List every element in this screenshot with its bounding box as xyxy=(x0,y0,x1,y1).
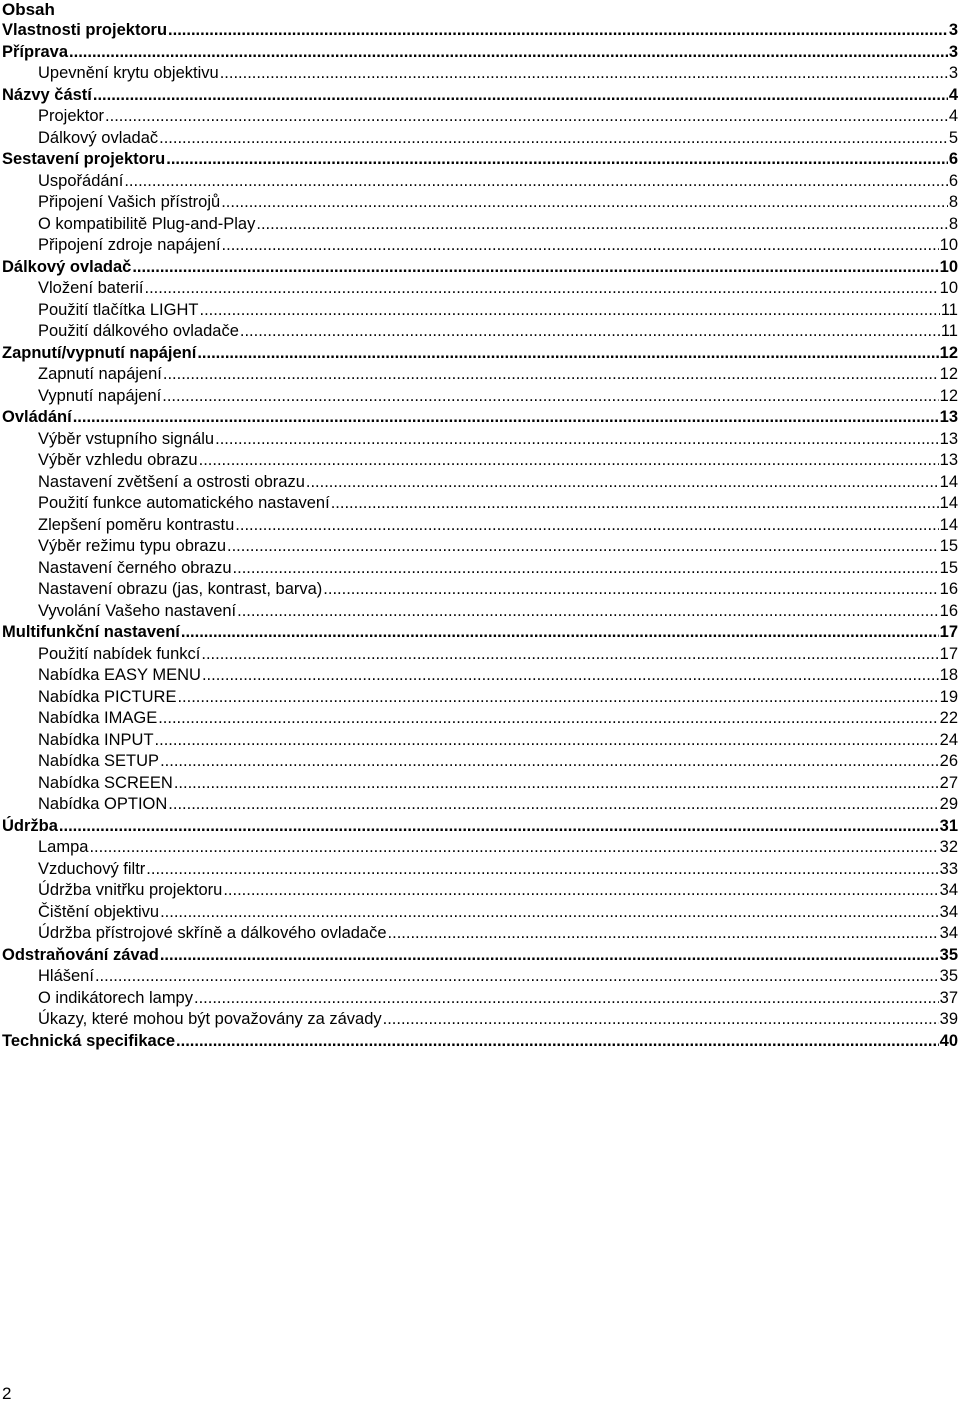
toc-leader-dots xyxy=(233,558,939,580)
toc-entry-label: Čištění objektivu xyxy=(38,902,160,921)
toc-entry-label: Vyvolání Vašeho nastavení xyxy=(38,601,237,620)
toc-entry[interactable] xyxy=(0,235,958,257)
toc-entry-page: 17 xyxy=(939,623,958,641)
toc-entry-page: 15 xyxy=(939,537,958,555)
toc-entry-page: 32 xyxy=(939,838,958,856)
toc-leader-dots xyxy=(220,63,948,85)
toc-leader-dots xyxy=(158,708,938,730)
toc-entry-label: Výběr vzhledu obrazu xyxy=(38,451,198,469)
toc-entry[interactable] xyxy=(0,880,958,902)
toc-entry[interactable] xyxy=(0,493,958,515)
toc-leader-dots xyxy=(69,42,948,64)
toc-entry[interactable] xyxy=(0,63,958,85)
toc-leader-dots xyxy=(202,665,939,687)
toc-entry-page: 27 xyxy=(939,773,958,792)
toc-leader-dots xyxy=(240,321,940,343)
toc-entry[interactable] xyxy=(0,837,958,859)
toc-leader-dots xyxy=(95,966,939,988)
toc-entry[interactable] xyxy=(0,923,958,945)
toc-entry[interactable] xyxy=(0,450,958,472)
toc-entry[interactable] xyxy=(0,622,958,644)
toc-entry-label: Údržba xyxy=(2,816,58,835)
toc-entry-page: 6 xyxy=(948,171,958,190)
toc-entry[interactable] xyxy=(0,687,958,709)
toc-entry-label: Zlepšení poměru kontrastu xyxy=(38,515,235,534)
toc-entry[interactable] xyxy=(0,407,958,429)
toc-entry-label: Nabídka SCREEN xyxy=(38,773,173,792)
toc-leader-dots xyxy=(176,1031,939,1053)
toc-entry-label: Nastavení zvětšení a ostrosti obrazu xyxy=(38,472,305,491)
toc-entry[interactable] xyxy=(0,665,958,687)
toc-entry[interactable] xyxy=(0,579,958,601)
toc-leader-dots xyxy=(160,902,939,924)
toc-entry[interactable] xyxy=(0,816,958,838)
toc-entry-page: 3 xyxy=(948,21,958,39)
toc-leader-dots xyxy=(388,923,939,945)
toc-leader-dots xyxy=(146,859,938,881)
toc-entry-page: 5 xyxy=(948,128,958,147)
toc-entry-label: Nabídka SETUP xyxy=(38,752,160,770)
toc-entry[interactable] xyxy=(0,902,958,924)
toc-entry-label: Nabídka EASY MENU xyxy=(38,666,201,684)
toc-leader-dots xyxy=(197,343,938,365)
toc-entry-label: Ovládání xyxy=(2,408,72,426)
toc-entry[interactable] xyxy=(0,85,958,107)
toc-entry[interactable] xyxy=(0,364,958,386)
toc-entry-page: 34 xyxy=(939,924,958,942)
toc-leader-dots xyxy=(160,945,939,967)
toc-entry-label: Nastavení obrazu (jas, kontrast, barva) xyxy=(38,580,323,598)
table-of-contents xyxy=(0,20,958,1052)
toc-entry-label: Hlášení xyxy=(38,967,94,985)
toc-entry-label: O kompatibilitě Plug-and-Play xyxy=(38,214,256,233)
toc-entry-label: Zapnutí napájení xyxy=(38,365,162,383)
toc-entry-page: 35 xyxy=(939,945,958,964)
toc-entry[interactable] xyxy=(0,558,958,580)
toc-entry[interactable] xyxy=(0,859,958,881)
toc-entry-label: Úkazy, které mohou být považovány za závady xyxy=(38,1010,382,1028)
toc-leader-dots xyxy=(306,472,939,494)
toc-entry[interactable] xyxy=(0,966,958,988)
toc-leader-dots xyxy=(105,106,948,128)
toc-leader-dots xyxy=(155,730,939,752)
toc-leader-dots xyxy=(199,450,939,472)
toc-entry[interactable] xyxy=(0,20,958,42)
toc-leader-dots xyxy=(222,235,939,257)
toc-entry[interactable] xyxy=(0,773,958,795)
toc-entry[interactable] xyxy=(0,1031,958,1053)
toc-entry-label: Nabídka INPUT xyxy=(38,730,154,749)
toc-leader-dots xyxy=(160,751,939,773)
toc-entry-page: 14 xyxy=(939,515,958,534)
toc-leader-dots xyxy=(235,515,938,537)
toc-entry-page: 3 xyxy=(948,42,958,61)
toc-entry[interactable] xyxy=(0,536,958,558)
toc-entry-page: 13 xyxy=(939,429,958,448)
toc-entry-page: 29 xyxy=(939,795,958,813)
toc-entry-label: Použití funkce automatického nastavení xyxy=(38,494,330,512)
toc-leader-dots xyxy=(237,601,939,623)
toc-entry-page: 11 xyxy=(940,300,958,319)
toc-entry[interactable] xyxy=(0,1009,958,1031)
toc-leader-dots xyxy=(383,1009,939,1031)
toc-entry-page: 24 xyxy=(939,730,958,749)
toc-leader-dots xyxy=(132,257,938,279)
toc-leader-dots xyxy=(221,192,948,214)
toc-entry-label: Nabídka OPTION xyxy=(38,795,168,813)
toc-entry[interactable] xyxy=(0,472,958,494)
toc-entry-label: Dálkový ovladač xyxy=(38,128,159,147)
toc-entry[interactable] xyxy=(0,278,958,300)
toc-entry-page: 18 xyxy=(939,666,958,684)
toc-entry-label: Použití nabídek funkcí xyxy=(38,644,201,663)
toc-leader-dots xyxy=(168,20,948,42)
toc-entry-page: 14 xyxy=(939,494,958,512)
toc-leader-dots xyxy=(177,687,938,709)
toc-entry[interactable] xyxy=(0,730,958,752)
toc-entry[interactable] xyxy=(0,128,958,150)
toc-entry-page: 10 xyxy=(939,257,958,276)
toc-entry-label: Výběr vstupního signálu xyxy=(38,429,215,448)
toc-entry-label: Vlastnosti projektoru xyxy=(2,21,168,39)
toc-entry[interactable] xyxy=(0,601,958,623)
toc-entry-label: Použití tlačítka LIGHT xyxy=(38,300,199,319)
toc-entry-label: Upevnění krytu objektivu xyxy=(38,64,219,82)
toc-entry[interactable] xyxy=(0,794,958,816)
toc-entry[interactable] xyxy=(0,751,958,773)
toc-entry-page: 14 xyxy=(939,472,958,491)
toc-entry-label: O indikátorech lampy xyxy=(38,988,193,1007)
toc-entry[interactable] xyxy=(0,42,958,64)
toc-entry-page: 16 xyxy=(939,580,958,598)
toc-entry-label: Uspořádání xyxy=(38,171,124,190)
toc-leader-dots xyxy=(166,149,948,171)
toc-entry[interactable] xyxy=(0,300,958,322)
toc-entry-page: 8 xyxy=(948,214,958,233)
toc-entry[interactable] xyxy=(0,988,958,1010)
toc-entry-label: Použití dálkového ovladače xyxy=(38,322,239,340)
toc-leader-dots xyxy=(174,773,939,795)
toc-entry-label: Sestavení projektoru xyxy=(2,150,166,168)
toc-entry-label: Nabídka PICTURE xyxy=(38,687,177,706)
toc-entry-page: 40 xyxy=(939,1031,958,1050)
toc-entry-page: 12 xyxy=(939,343,958,362)
toc-entry[interactable] xyxy=(0,644,958,666)
toc-entry[interactable] xyxy=(0,343,958,365)
toc-entry[interactable] xyxy=(0,321,958,343)
toc-leader-dots xyxy=(181,622,939,644)
toc-leader-dots xyxy=(227,536,939,558)
toc-entry-label: Výběr režimu typu obrazu xyxy=(38,537,227,555)
toc-leader-dots xyxy=(331,493,939,515)
toc-leader-dots xyxy=(223,880,938,902)
toc-entry[interactable] xyxy=(0,257,958,279)
toc-entry[interactable] xyxy=(0,171,958,193)
toc-entry[interactable] xyxy=(0,149,958,171)
toc-entry-label: Vzduchový filtr xyxy=(38,859,146,878)
toc-entry-label: Příprava xyxy=(2,42,69,61)
toc-entry-label: Dálkový ovladač xyxy=(2,257,132,276)
toc-leader-dots xyxy=(163,364,939,386)
toc-entry-label: Vypnutí napájení xyxy=(38,386,162,405)
toc-entry-page: 33 xyxy=(939,859,958,878)
toc-entry-page: 3 xyxy=(948,64,958,82)
toc-entry[interactable] xyxy=(0,515,958,537)
toc-entry-label: Odstraňování závad xyxy=(2,945,159,964)
toc-entry-page: 6 xyxy=(948,150,958,168)
toc-leader-dots xyxy=(194,988,939,1010)
toc-entry-label: Projektor xyxy=(38,107,105,125)
toc-entry-page: 12 xyxy=(939,365,958,383)
toc-entry[interactable] xyxy=(0,429,958,451)
toc-leader-dots xyxy=(201,644,938,666)
toc-title: Obsah xyxy=(2,0,55,19)
toc-leader-dots xyxy=(199,300,939,322)
toc-leader-dots xyxy=(93,85,948,107)
toc-entry-page: 13 xyxy=(939,408,958,426)
toc-entry[interactable] xyxy=(0,192,958,214)
toc-entry-page: 34 xyxy=(939,902,958,921)
toc-leader-dots xyxy=(73,407,939,429)
toc-entry-page: 35 xyxy=(939,967,958,985)
toc-leader-dots xyxy=(89,837,938,859)
toc-entry-label: Zapnutí/vypnutí napájení xyxy=(2,343,197,362)
toc-entry-page: 22 xyxy=(939,709,958,727)
toc-leader-dots xyxy=(162,386,938,408)
toc-entry-label: Nabídka IMAGE xyxy=(38,709,158,727)
toc-entry-page: 10 xyxy=(939,236,958,254)
toc-entry-page: 17 xyxy=(939,644,958,663)
toc-leader-dots xyxy=(159,128,948,150)
toc-entry-page: 4 xyxy=(948,85,958,104)
toc-entry[interactable] xyxy=(0,708,958,730)
toc-entry-page: 31 xyxy=(939,816,958,835)
toc-entry[interactable] xyxy=(0,106,958,128)
toc-entry-label: Údržba vnitřku projektoru xyxy=(38,881,223,899)
toc-entry-label: Vložení baterií xyxy=(38,279,144,297)
toc-entry-page: 26 xyxy=(939,752,958,770)
toc-leader-dots xyxy=(144,278,938,300)
toc-entry-page: 39 xyxy=(939,1010,958,1028)
toc-entry-label: Připojení Vašich přístrojů xyxy=(38,193,221,211)
toc-entry-label: Údržba přístrojové skříně a dálkového ovladače xyxy=(38,924,387,942)
page-number: 2 xyxy=(2,1384,12,1403)
toc-entry-label: Nastavení černého obrazu xyxy=(38,558,232,577)
toc-entry-label: Lampa xyxy=(38,838,89,856)
toc-entry-label: Připojení zdroje napájení xyxy=(38,236,221,254)
toc-entry-page: 15 xyxy=(939,558,958,577)
toc-entry-page: 11 xyxy=(940,322,958,340)
toc-leader-dots xyxy=(256,214,947,236)
toc-entry-page: 37 xyxy=(939,988,958,1007)
toc-entry-page: 10 xyxy=(939,279,958,297)
toc-entry[interactable] xyxy=(0,214,958,236)
toc-leader-dots xyxy=(124,171,948,193)
toc-entry-page: 34 xyxy=(939,881,958,899)
toc-entry-page: 8 xyxy=(948,193,958,211)
toc-entry-label: Technická specifikace xyxy=(2,1031,176,1050)
toc-entry-page: 19 xyxy=(939,687,958,706)
toc-entry-page: 16 xyxy=(939,601,958,620)
toc-leader-dots xyxy=(323,579,938,601)
toc-entry-page: 13 xyxy=(939,451,958,469)
toc-entry[interactable] xyxy=(0,945,958,967)
toc-entry-page: 4 xyxy=(948,107,958,125)
toc-leader-dots xyxy=(215,429,939,451)
toc-leader-dots xyxy=(59,816,939,838)
toc-entry-label: Multifunkční nastavení xyxy=(2,623,180,641)
toc-entry[interactable] xyxy=(0,386,958,408)
toc-entry-label: Názvy částí xyxy=(2,85,92,104)
toc-leader-dots xyxy=(168,794,938,816)
toc-entry-page: 12 xyxy=(939,386,958,405)
